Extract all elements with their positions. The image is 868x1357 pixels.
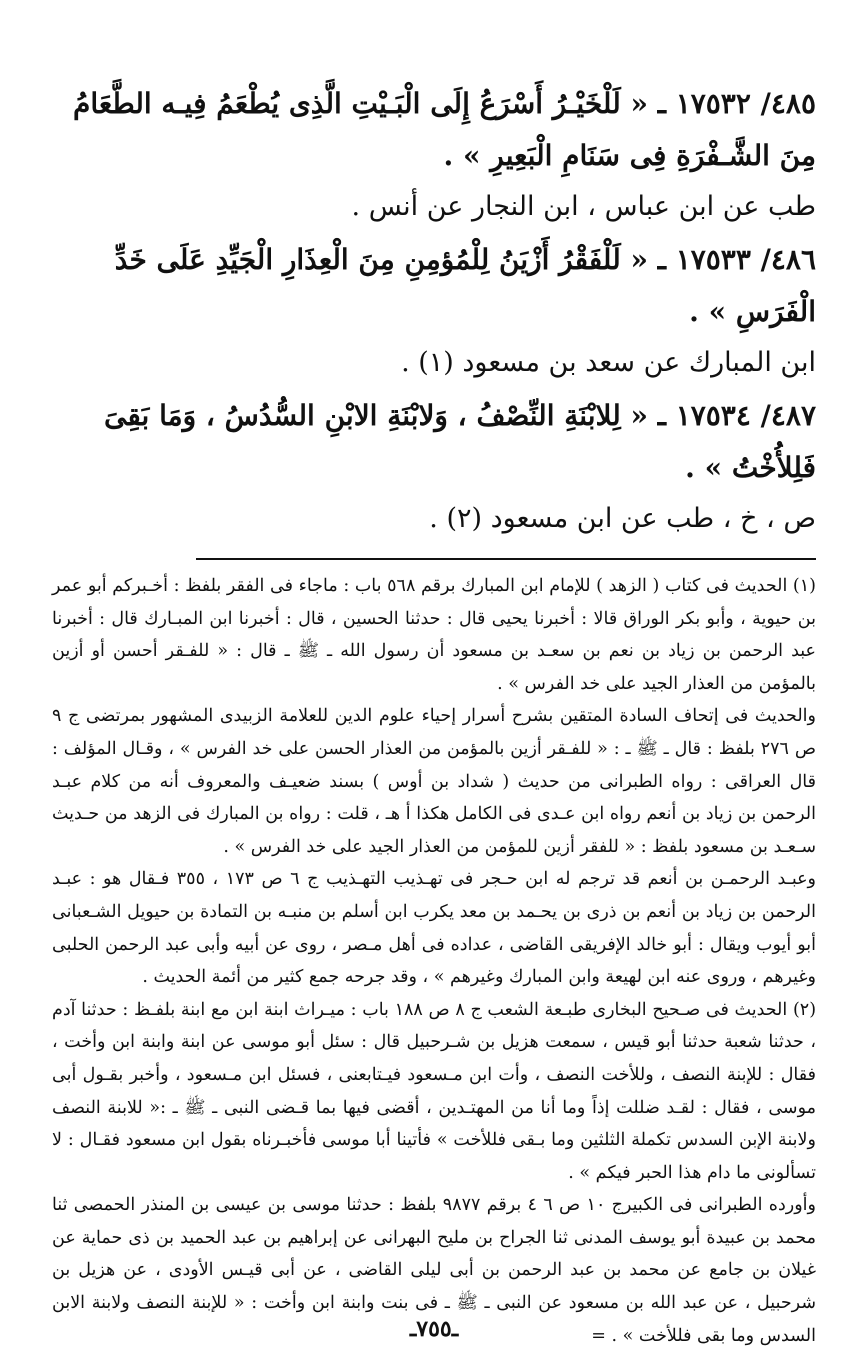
hadith-text: ٤٨٥/ ١٧٥٣٢ ـ « لَلْخَيْـرُ أَسْرَعُ إِلَى الْبَـيْتِ الَّذِى يُطْعَمُ فِيـه الطَّعَامُ مِنَ الشَّـفْرَةِ فِى سَنَامِ الْبَعِيرِ » . bbox=[73, 87, 816, 172]
hadith-text: ٤٨٧/ ١٧٥٣٤ ـ « لِلابْنَةِ النِّصْفُ ، وَلابْنَةِ الابْنِ السُّدُسُ ، وَمَا بَقِىَ فَلِلأُخْتُ » . bbox=[104, 399, 816, 484]
hadith-source: ابن المبارك عن سعد بن مسعود (١) . bbox=[401, 347, 816, 378]
footnote-paragraph: (٢) الحديث فى صـحيح البخارى طبـعة الشعب ج ٨ ص ١٨٨ باب : ميـراث ابنة ابن مع ابنة بلفـظ : حدثنا آدم ، حدثنا شعبة حدثنا أبو قيس ، سمعت هزيل بن شـرحبيل قال : سئل أبو موسى عن ابنة وابنة ابن وأخت ، فقال : للإبنة النصف ، وللأخت النصف ، وأت ابن مـسعود فيـتابعنى ، فسئل ابن مـسعود ، وأخبر بقـول أبى موسى ، فقال : لقـد ضللت إذاً وما أنا من المهتـدين ، أقضى فيها بما قـضى النبى ـ ﷺ ـ :« للابنة النصف ولابنة الإبن السدس تكملة الثلثين وما بـقى فللأخت » فأتينا أبا موسى فأخبـرناه بقول ابن مسعود فقـال : لا تسألونى ما دام هذا الحبر فيكم » . bbox=[52, 999, 817, 1183]
footnote-paragraph: وعبـد الرحمـن بن أنعم قد ترجم له ابن حـجر فى تهـذيب التهـذيب ج ٦ ص ١٧٣ ، ٣٥٥ فـقال هو : عبـد الرحمن بن زياد بن أنعم بن ذرى بن يحـمد بن معد يكرب ابن أسلم بن منبـه بن التمادة بن حيويل الشـعبانى أبو أيوب ويقال : أبو خالد الإفريقى القاضى ، عداده فى أهل مـصر ، روى عن أبيه وأبى عبد الرحمن الحلبى وغيرهم ، وروى عنه ابن لهيعة وابن المبارك وغيرهم » ، وقد جرحه جمع كثير من أئمة الحديث . bbox=[52, 869, 816, 988]
hadith-entry bbox=[52, 234, 816, 388]
hadith-source: ص ، خ ، طب عن ابن مسعود (٢) . bbox=[429, 503, 816, 534]
footnote-separator bbox=[196, 558, 816, 560]
footnote-paragraph: وأورده الطبرانى فى الكبيرج ١٠ ص ٦ ٤ برقم ٩٨٧٧ بلفظ : حدثنا موسى بن عيسى بن المنذر الحمصى ثنا محمد بن عبيدة أبو يوسف المدنى ثنا الجراح بن مليح البهرانى عن إبراهيم بن عبد الحميد بن ذى حماية عن غيلان بن جامع عن محمد بن عبد الرحمن بن أبى ليلى القاضى ، عن أبى قيـس الأودى ، عن هزيل بن شرحبيل ، عن عبد الله بن مسعود عن النبى ـ ﷺ ـ فى بنت وابنة ابن وأخت : « للإبنة النصف ولابنة الابن السدس وما بقى فللأخت » . = bbox=[52, 1195, 816, 1346]
footnotes bbox=[52, 570, 816, 1352]
hadith-entry bbox=[52, 78, 816, 232]
footnote-paragraph: (١) الحديث فى كتاب ( الزهد ) للإمام ابن المبارك برقم ٥٦٨ باب : ماجاء فى الفقر بلفظ : أخـبركم أبو عمر بن حيوية ، وأبو بكر الوراق قالا : أخبرنا يحيى قال : حدثنا الحسين ، قال : أخبرنا ابن المبـارك قال : أخبرنا عبد الرحمن بن زياد بن نعم بن سعـد بن مسعود أن رسول الله ـ ﷺ ـ قال : « للفـقر أحسن أو أزين بالمؤمن من العذار الجيد على خد الفرس » . bbox=[52, 576, 816, 694]
hadith-entry bbox=[52, 390, 816, 544]
hadith-source: طب عن ابن عباس ، ابن النجار عن أنس . bbox=[351, 191, 816, 222]
hadith-text: ٤٨٦/ ١٧٥٣٣ ـ « لَلْفَقْرُ أَزْيَنُ لِلْمُؤمِنِ مِنَ الْعِذَارِ الْجَيِّدِ عَلَى خَدِّ الْفَرَسِ » . bbox=[114, 243, 816, 328]
page-number: ـ٧٥٥ـ bbox=[409, 1316, 459, 1342]
footnote-paragraph: والحديث فى إتحاف السادة المتقين بشرح أسرار إحياء علوم الدين للعلامة الزبيدى المشهور بمرتضى ج ٩ ص ٢٧٦ بلفظ : قال ـ ﷺ ـ : « للفـقر أزين بالمؤمن من العذار الحسن على خد الفرس » ، وقـال المؤلف : قال العراقى : رواه الطبرانى من حديث ( شداد بن أوس ) بسند ضعيـف والمعروف أنه من كلام عبـد الرحمن بن زياد بن أنعم رواه ابن عـدى فى الكامل هكذا أ هـ ، قلت : رواه بن المبارك فى الزهد من حـديث سـعـد بن مسعود بلفظ : « للفقر أزين للمؤمن من العذار الجيد على خد الفرس » . bbox=[52, 706, 816, 857]
